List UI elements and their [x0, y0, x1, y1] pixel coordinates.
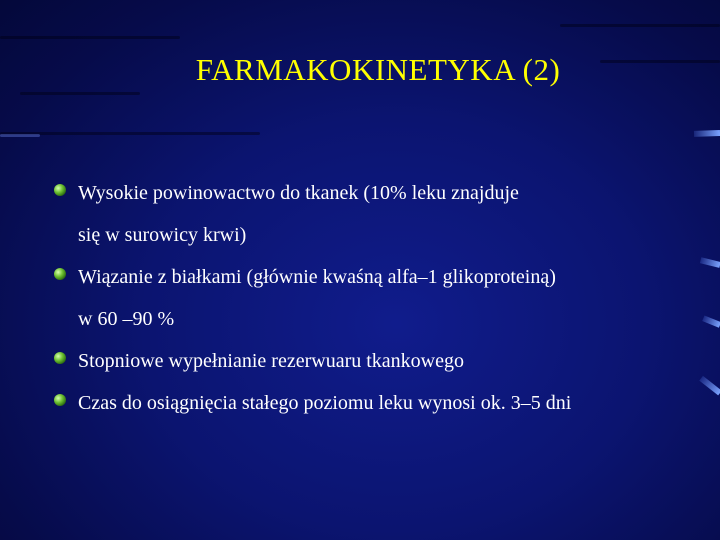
green-sphere-icon: [54, 184, 66, 196]
bullet-text-line: Wiązanie z białkami (głównie kwaśną alfa–1 glikoproteiną): [78, 266, 556, 288]
bullet-item: [54, 382, 694, 424]
slide-title: FARMAKOKINETYKA (2): [195, 52, 561, 87]
background-streak: [560, 24, 720, 27]
green-sphere-icon: [54, 394, 66, 406]
decorative-streak: [700, 257, 720, 268]
bullet-text-line: w 60 –90 %: [78, 308, 175, 330]
green-sphere-icon: [54, 268, 66, 280]
bullet-text-line: się w surowicy krwi): [78, 224, 247, 246]
bullet-item: [54, 172, 694, 256]
bullet-text-line: Wysokie powinowactwo do tkanek (10% leku znajduje: [78, 182, 519, 204]
decorative-streak: [694, 130, 720, 137]
decorative-streak: [699, 376, 720, 396]
background-streak: [0, 36, 180, 39]
bullet-list: [54, 172, 694, 424]
background-streak: [0, 134, 40, 137]
bullet-text-line: Stopniowe wypełnianie rezerwuaru tkankowego: [78, 350, 464, 372]
bullet-item: [54, 256, 694, 340]
green-sphere-icon: [54, 352, 66, 364]
decorative-streak: [702, 315, 720, 327]
bullet-text-line: Czas do osiągnięcia stałego poziomu leku wynosi ok. 3–5 dni: [78, 392, 572, 414]
background-streak: [20, 92, 140, 95]
bullet-item: [54, 340, 694, 382]
